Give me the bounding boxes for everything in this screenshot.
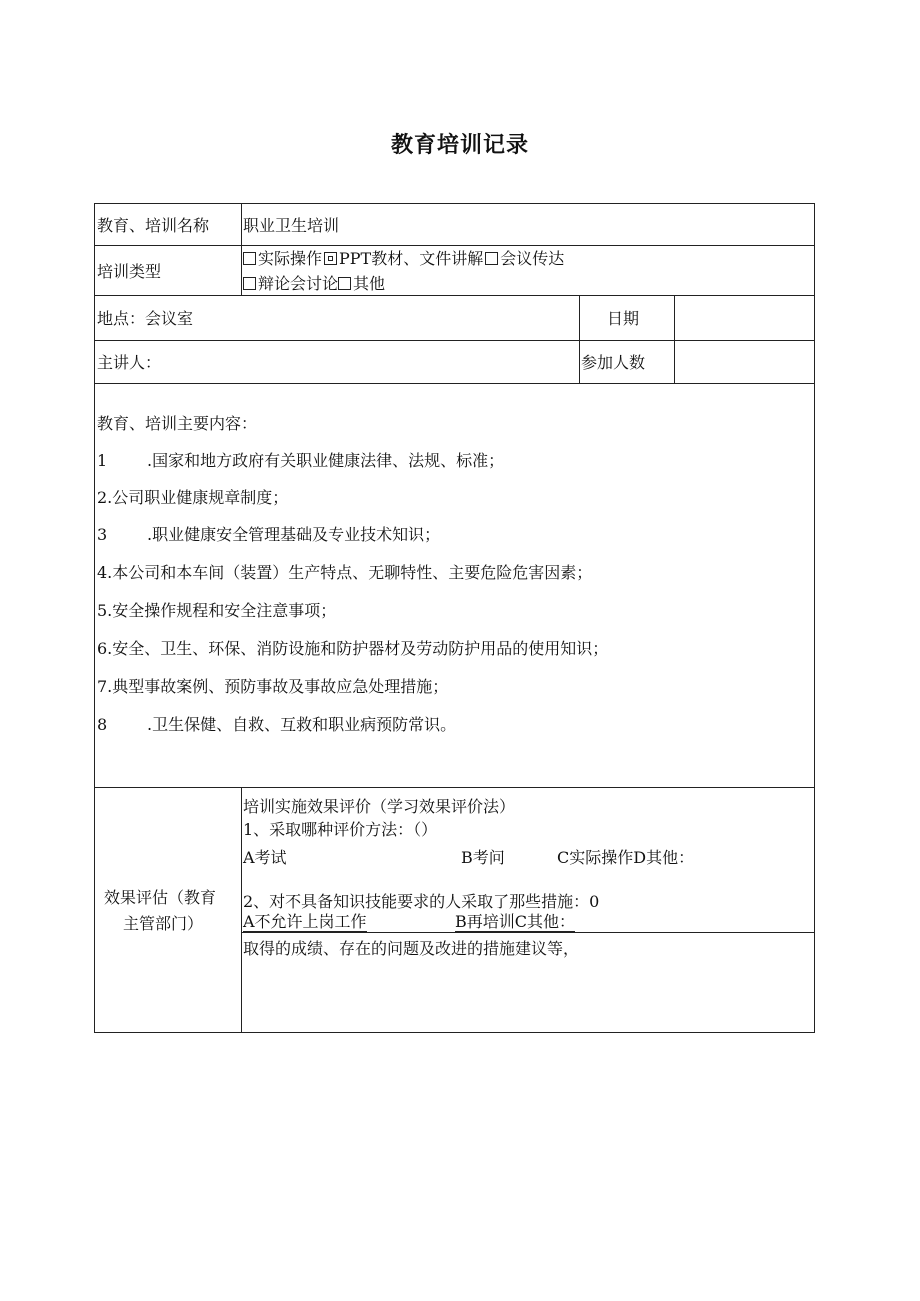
evaluation-question-1: 1、采取哪种评价方法：（）	[243, 820, 438, 839]
content-item: .职业健康安全管理基础及专业技术知识；	[147, 525, 441, 544]
q1-option-a[interactable]: A考试	[243, 848, 287, 867]
content-item: 5.安全操作规程和安全注意事项；	[97, 601, 337, 620]
page-title: 教育培训记录	[390, 133, 529, 158]
checkbox-ppt-checked[interactable]	[324, 252, 337, 265]
q2-option-bc[interactable]: B再培训C其他：	[455, 912, 576, 931]
column-divider	[674, 295, 675, 383]
column-divider	[241, 204, 242, 295]
training-type-options-line2	[243, 274, 385, 294]
checkbox-meeting[interactable]	[485, 252, 498, 265]
column-divider	[579, 295, 580, 383]
content-item-number: 1	[97, 451, 108, 470]
training-type-options-line1	[243, 249, 564, 269]
row-divider	[241, 932, 814, 933]
content-item: 6.安全、卫生、环保、消防设施和防护器材及劳动防护用品的使用知识；	[97, 639, 609, 658]
q1-option-b[interactable]: B考问	[461, 848, 505, 867]
row-divider	[95, 383, 814, 384]
column-divider	[241, 787, 242, 1033]
evaluation-label-line1: 效果评估（教育	[104, 888, 217, 907]
training-type-label: 培训类型	[97, 262, 162, 281]
row-divider	[95, 340, 814, 341]
row-divider	[95, 295, 814, 296]
option-discussion-label: 讨论	[306, 274, 339, 293]
content-item: 7.典型事故案例、预防事故及事故应急处理措施；	[97, 677, 449, 696]
location-label: 地点：会议室	[97, 309, 194, 328]
evaluation-heading: 培训实施效果评价（学习效果评价法）	[243, 797, 516, 816]
content-item: .国家和地方政府有关职业健康法律、法规、标准；	[147, 451, 505, 470]
row-divider	[95, 245, 814, 246]
option-ppt-label: PPT教材、文件讲解	[339, 249, 484, 268]
content-item: 2.公司职业健康规章制度；	[97, 488, 289, 507]
participant-count-label: 参加人数	[581, 353, 646, 372]
training-name-label: 教育、培训名称	[97, 216, 210, 235]
option-other-label: 其他	[353, 274, 386, 293]
evaluation-question-2: 2、对不具备知识技能要求的人采取了那些措施：0	[243, 892, 600, 911]
checkbox-debate[interactable]	[243, 277, 256, 290]
checkbox-other[interactable]	[338, 277, 351, 290]
option-debate-label: 辩论会	[258, 274, 307, 293]
q2-option-a[interactable]: A不允许上岗工作	[243, 912, 367, 931]
content-item: 4.本公司和本车间（装置）生产特点、无聊特性、主要危险危害因素；	[97, 563, 593, 582]
date-label: 日期	[607, 309, 640, 328]
content-item-number: 8	[97, 715, 108, 734]
evaluation-label-line2: 主管部门）	[123, 914, 204, 933]
checkbox-practical[interactable]	[243, 252, 256, 265]
option-practical-label: 实际操作	[258, 249, 323, 268]
training-record-form	[94, 203, 815, 1033]
training-name-value: 职业卫生培训	[243, 216, 340, 235]
content-item: .卫生保健、自救、互救和职业病预防常识。	[147, 715, 457, 734]
option-meeting-label: 会议传达	[500, 249, 565, 268]
content-item-number: 3	[97, 525, 108, 544]
row-divider	[95, 787, 814, 788]
q1-option-cd[interactable]: C实际操作D其他：	[557, 848, 695, 867]
content-heading: 教育、培训主要内容：	[97, 414, 258, 433]
speaker-label: 主讲人：	[97, 353, 162, 372]
results-prompt: 取得的成绩、存在的问题及改进的措施建议等，	[243, 939, 580, 958]
